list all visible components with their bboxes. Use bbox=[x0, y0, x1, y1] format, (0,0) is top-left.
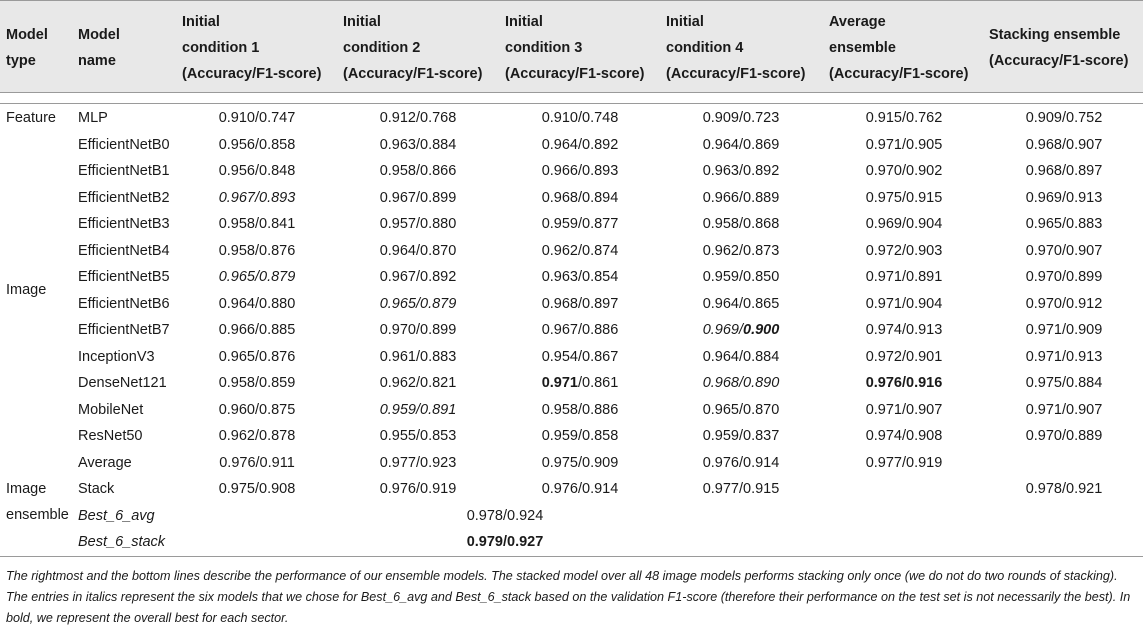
cell-b5-ic1: 0.965/0.879 bbox=[218, 269, 296, 285]
body-top-rule bbox=[0, 103, 1143, 104]
cell-stack-ic2: 0.976/0.919 bbox=[379, 481, 457, 497]
cell-b0-ic2: 0.963/0.884 bbox=[379, 136, 457, 153]
header-initial-condition-2: Initial condition 2 (Accuracy/F1-score) bbox=[343, 14, 483, 82]
cell-mlp-stack: 0.909/0.752 bbox=[1025, 110, 1103, 126]
cell-mlp-ic3: 0.910/0.748 bbox=[541, 110, 619, 126]
cell-b4-avg: 0.972/0.903 bbox=[865, 242, 943, 259]
cell-b4-ic1: 0.958/0.876 bbox=[218, 242, 296, 259]
cell-mobilenet-avg: 0.971/0.907 bbox=[865, 401, 943, 418]
cell-densenet-ic1: 0.958/0.859 bbox=[218, 375, 296, 391]
cell-b7-ic4-acc: 0.969/ bbox=[702, 322, 744, 338]
cell-b2-ic2: 0.967/0.899 bbox=[379, 189, 457, 206]
cell-b1-ic2: 0.958/0.866 bbox=[379, 163, 457, 179]
cell-best6-avg-value: 0.978/0.924 bbox=[466, 507, 544, 524]
row-name-stack: Stack bbox=[78, 481, 115, 497]
cell-b1-stack: 0.968/0.897 bbox=[1025, 163, 1103, 179]
cell-b7-ic4 bbox=[666, 317, 816, 343]
row-name-mlp: MLP bbox=[78, 110, 108, 126]
row-name-mobilenet: MobileNet bbox=[78, 401, 144, 418]
cell-densenet-avg: 0.976/0.916 bbox=[865, 375, 943, 391]
cell-b2-avg: 0.975/0.915 bbox=[865, 189, 943, 206]
cell-stack-ic3: 0.976/0.914 bbox=[541, 481, 619, 497]
cell-resnet-ic1: 0.962/0.878 bbox=[218, 428, 296, 444]
cell-mlp-ic1: 0.910/0.747 bbox=[218, 110, 296, 126]
cell-mlp-ic2: 0.912/0.768 bbox=[379, 110, 457, 126]
cell-mobilenet-stack: 0.971/0.907 bbox=[1025, 401, 1103, 418]
header-initial-condition-1: Initial condition 1 (Accuracy/F1-score) bbox=[182, 14, 322, 82]
group-label-image-ensemble-line2: ensemble bbox=[6, 507, 69, 523]
cell-b2-ic3: 0.968/0.894 bbox=[541, 189, 619, 206]
table-caption: The rightmost and the bottom lines describe the performance of our ensemble models. The stacked model over all 48 image models performs stacking only once (we do not do two rounds of stacking). The entries in italics represent the six models that we chose for Best_6_avg and Best_6_stack based on the validation F1-score (therefore their performance on the test set is not necessarily the best). In bold, we represent the overall best for each sector. bbox=[6, 569, 1131, 625]
cell-b0-stack: 0.968/0.907 bbox=[1025, 136, 1103, 153]
cell-b5-avg: 0.971/0.891 bbox=[865, 269, 943, 285]
cell-b5-ic2: 0.967/0.892 bbox=[379, 269, 457, 285]
cell-b3-avg: 0.969/0.904 bbox=[865, 216, 943, 232]
cell-b1-ic1: 0.956/0.848 bbox=[218, 163, 296, 179]
cell-mobilenet-ic4: 0.965/0.870 bbox=[702, 401, 780, 418]
cell-b4-ic4: 0.962/0.873 bbox=[702, 242, 780, 259]
header-bottom-rule bbox=[0, 92, 1143, 93]
cell-densenet-ic3 bbox=[505, 370, 655, 396]
cell-resnet-ic2: 0.955/0.853 bbox=[379, 428, 457, 444]
cell-b7-ic2: 0.970/0.899 bbox=[379, 322, 457, 338]
cell-b2-stack: 0.969/0.913 bbox=[1025, 189, 1103, 206]
row-name-efficientnetb3: EfficientNetB3 bbox=[78, 216, 170, 232]
cell-b1-avg: 0.970/0.902 bbox=[865, 163, 943, 179]
cell-densenet-ic4: 0.968/0.890 bbox=[702, 375, 780, 391]
cell-stack-stack: 0.978/0.921 bbox=[1025, 481, 1103, 497]
header-average-ensemble: Average ensemble (Accuracy/F1-score) bbox=[829, 14, 969, 82]
cell-b6-ic1: 0.964/0.880 bbox=[218, 295, 296, 312]
row-name-average: Average bbox=[78, 454, 132, 471]
cell-b0-ic4: 0.964/0.869 bbox=[702, 136, 780, 153]
cell-average-ic4: 0.976/0.914 bbox=[702, 454, 780, 471]
row-name-efficientnetb7: EfficientNetB7 bbox=[78, 322, 170, 338]
cell-b3-ic3: 0.959/0.877 bbox=[541, 216, 619, 232]
header-initial-condition-4: Initial condition 4 (Accuracy/F1-score) bbox=[666, 14, 806, 82]
row-name-efficientnetb0: EfficientNetB0 bbox=[78, 136, 170, 153]
row-name-inceptionv3: InceptionV3 bbox=[78, 348, 155, 365]
row-name-efficientnetb2: EfficientNetB2 bbox=[78, 189, 170, 206]
cell-b7-ic3: 0.967/0.886 bbox=[541, 322, 619, 338]
cell-stack-ic4: 0.977/0.915 bbox=[702, 481, 780, 497]
cell-mlp-ic4: 0.909/0.723 bbox=[702, 110, 780, 126]
cell-mobilenet-ic2: 0.959/0.891 bbox=[379, 401, 457, 418]
cell-resnet-avg: 0.974/0.908 bbox=[865, 428, 943, 444]
cell-inception-ic1: 0.965/0.876 bbox=[218, 348, 296, 365]
cell-average-ic3: 0.975/0.909 bbox=[541, 454, 619, 471]
cell-b6-ic3: 0.968/0.897 bbox=[541, 295, 619, 312]
cell-b7-ic1: 0.966/0.885 bbox=[218, 322, 296, 338]
header-model-type: Model type bbox=[6, 27, 48, 69]
group-label-image-ensemble-line1: Image bbox=[6, 481, 47, 497]
row-name-efficientnetb6: EfficientNetB6 bbox=[78, 295, 170, 312]
cell-b6-ic2: 0.965/0.879 bbox=[379, 295, 457, 312]
row-name-resnet50: ResNet50 bbox=[78, 428, 143, 444]
cell-b3-ic4: 0.958/0.868 bbox=[702, 216, 780, 232]
row-name-densenet121: DenseNet121 bbox=[78, 375, 167, 391]
cell-b1-ic4: 0.963/0.892 bbox=[702, 163, 780, 179]
cell-b4-stack: 0.970/0.907 bbox=[1025, 242, 1103, 259]
cell-resnet-ic3: 0.959/0.858 bbox=[541, 428, 619, 444]
cell-b0-avg: 0.971/0.905 bbox=[865, 136, 943, 153]
cell-b7-avg: 0.974/0.913 bbox=[865, 322, 943, 338]
cell-b3-stack: 0.965/0.883 bbox=[1025, 216, 1103, 232]
cell-b5-ic4: 0.959/0.850 bbox=[702, 269, 780, 285]
table-top-rule bbox=[0, 0, 1143, 1]
cell-b5-stack: 0.970/0.899 bbox=[1025, 269, 1103, 285]
cell-average-ic2: 0.977/0.923 bbox=[379, 454, 457, 471]
cell-inception-ic3: 0.954/0.867 bbox=[541, 348, 619, 365]
cell-inception-ic4: 0.964/0.884 bbox=[702, 348, 780, 365]
cell-resnet-ic4: 0.959/0.837 bbox=[702, 428, 780, 444]
cell-inception-stack: 0.971/0.913 bbox=[1025, 348, 1103, 365]
cell-mobilenet-ic3: 0.958/0.886 bbox=[541, 401, 619, 418]
cell-mlp-avg: 0.915/0.762 bbox=[865, 110, 943, 126]
cell-b2-ic4: 0.966/0.889 bbox=[702, 189, 780, 206]
group-label-feature: Feature bbox=[6, 110, 56, 126]
cell-b3-ic1: 0.958/0.841 bbox=[218, 216, 296, 232]
cell-b1-ic3: 0.966/0.893 bbox=[541, 163, 619, 179]
cell-b6-ic4: 0.964/0.865 bbox=[702, 295, 780, 312]
cell-inception-ic2: 0.961/0.883 bbox=[379, 348, 457, 365]
header-stacking-ensemble: Stacking ensemble (Accuracy/F1-score) bbox=[989, 27, 1129, 69]
cell-stack-ic1: 0.975/0.908 bbox=[218, 481, 296, 497]
header-initial-condition-3: Initial condition 3 (Accuracy/F1-score) bbox=[505, 14, 645, 82]
header-model-name: Model name bbox=[78, 27, 120, 69]
row-name-efficientnetb5: EfficientNetB5 bbox=[78, 269, 170, 285]
cell-b7-ic4-f1: 0.900 bbox=[743, 322, 780, 338]
cell-b0-ic3: 0.964/0.892 bbox=[541, 136, 619, 153]
cell-densenet-ic3-f1: /0.861 bbox=[577, 375, 619, 391]
cell-best6-stack-value: 0.979/0.927 bbox=[466, 534, 544, 550]
row-name-efficientnetb4: EfficientNetB4 bbox=[78, 242, 170, 259]
cell-resnet-stack: 0.970/0.889 bbox=[1025, 428, 1103, 444]
cell-average-ic1: 0.976/0.911 bbox=[219, 454, 295, 471]
cell-b3-ic2: 0.957/0.880 bbox=[379, 216, 457, 232]
cell-b0-ic1: 0.956/0.858 bbox=[218, 136, 296, 153]
row-name-best6-avg: Best_6_avg bbox=[78, 507, 155, 524]
cell-b6-avg: 0.971/0.904 bbox=[865, 295, 943, 312]
cell-b2-ic1: 0.967/0.893 bbox=[218, 189, 296, 206]
table-bottom-rule bbox=[0, 556, 1143, 557]
cell-b7-stack: 0.971/0.909 bbox=[1025, 322, 1103, 338]
cell-densenet-ic2: 0.962/0.821 bbox=[379, 375, 457, 391]
cell-b6-stack: 0.970/0.912 bbox=[1025, 295, 1103, 312]
cell-mobilenet-ic1: 0.960/0.875 bbox=[218, 401, 296, 418]
cell-b5-ic3: 0.963/0.854 bbox=[541, 269, 619, 285]
group-label-image: Image bbox=[6, 282, 47, 298]
cell-densenet-ic3-acc: 0.971 bbox=[541, 375, 578, 391]
row-name-efficientnetb1: EfficientNetB1 bbox=[78, 163, 170, 179]
cell-b4-ic2: 0.964/0.870 bbox=[379, 242, 457, 259]
row-name-best6-stack: Best_6_stack bbox=[78, 534, 166, 550]
cell-inception-avg: 0.972/0.901 bbox=[865, 348, 943, 365]
cell-densenet-stack: 0.975/0.884 bbox=[1025, 375, 1103, 391]
cell-b4-ic3: 0.962/0.874 bbox=[541, 242, 619, 259]
cell-average-avg: 0.977/0.919 bbox=[865, 454, 943, 471]
